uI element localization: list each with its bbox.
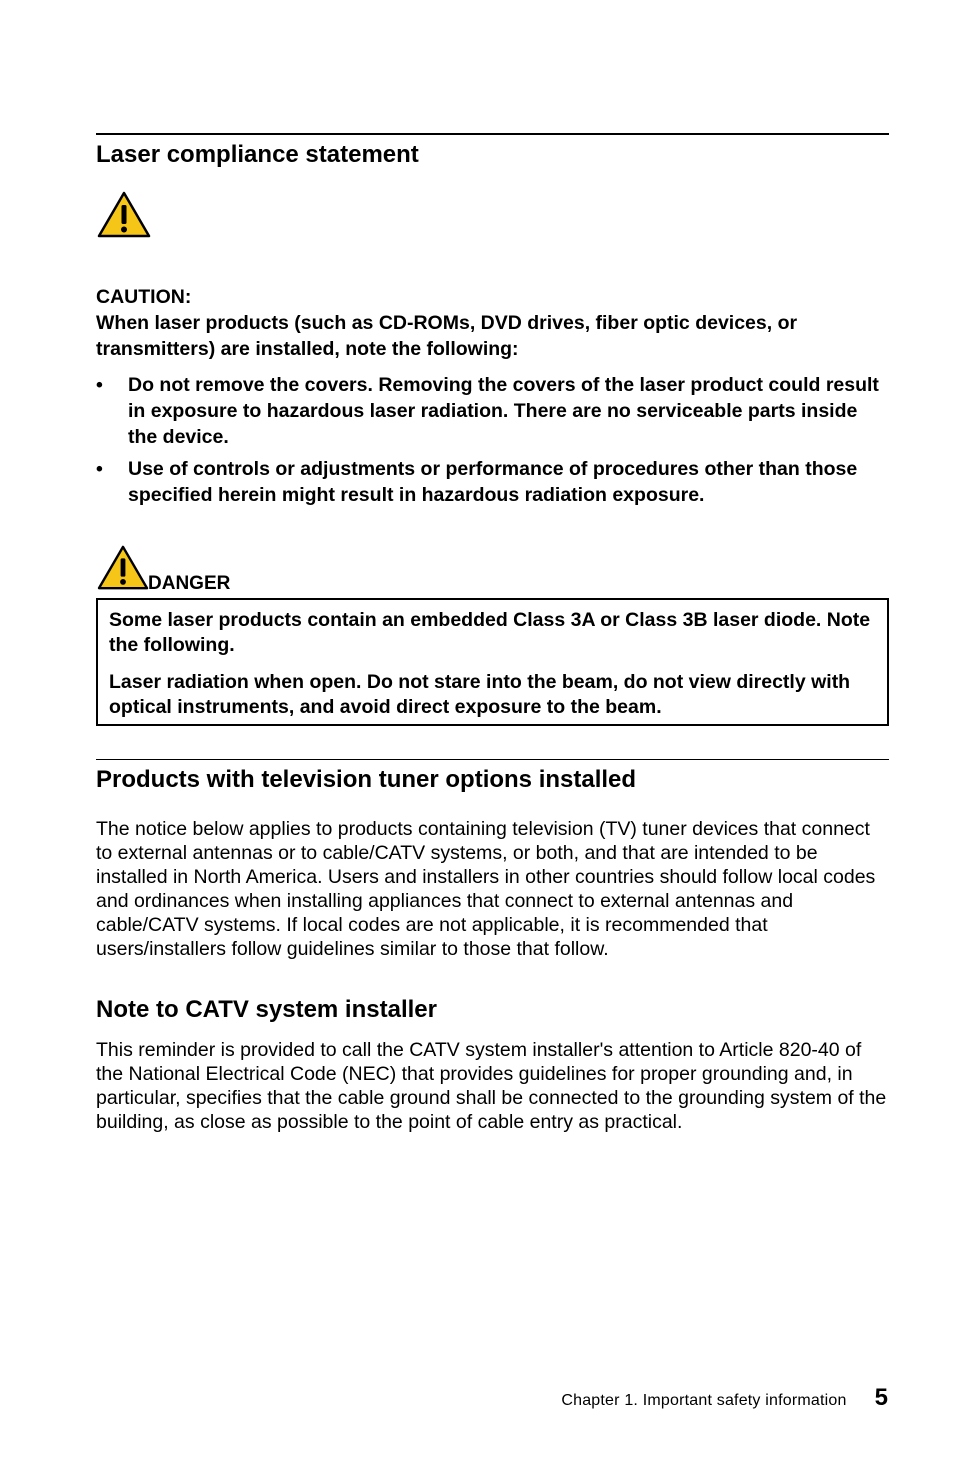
footer-chapter-title: Chapter 1. Important safety information — [561, 1392, 847, 1409]
section-body-tv-tuner: The notice below applies to products containing television (TV) tuner devices that connect to external antennas or to cable/CATV systems, or both, and that are intended to be installed in North America. Users and installers in other countries should follow local codes and ordinances when installing appliances that connect to external antennas and cable/CATV systems. If local codes are not applicable, it is recommended that users/installers follow guidelines similar to those that follow. — [96, 817, 876, 960]
caution-bullet-list — [96, 372, 889, 508]
list-item — [96, 456, 889, 508]
caution-intro: When laser products (such as CD-ROMs, DVD drives, fiber optic devices, or transmitters) are installed, note the following: — [96, 311, 798, 360]
warning-triangle-icon — [96, 544, 150, 592]
caution-label: CAUTION: — [96, 285, 192, 308]
danger-notice-box — [96, 598, 889, 726]
section-title-laser-compliance: Laser compliance statement — [96, 141, 419, 168]
page-footer — [561, 1384, 888, 1412]
section-divider — [96, 759, 889, 760]
danger-label: DANGER — [148, 572, 231, 594]
bullet-icon: • — [96, 457, 103, 480]
section-title-tv-tuner: Products with television tuner options installed — [96, 765, 637, 793]
bullet-icon: • — [96, 373, 103, 396]
page-number: 5 — [874, 1384, 888, 1411]
danger-header — [96, 544, 889, 592]
list-item — [96, 372, 889, 450]
list-item-text: Do not remove the covers. Removing the covers of the laser product could result in exposure to hazardous laser radiation. There are no serviceable parts inside the device. — [128, 373, 879, 448]
danger-paragraph: Some laser products contain an embedded Class 3A or Class 3B laser diode. Note the following. — [109, 608, 871, 656]
section-body-catv-installer: This reminder is provided to call the CATV system installer's attention to Article 820-40 of the National Electrical Code (NEC) that provides guidelines for proper grounding and, in particular, specifies that the cable ground shall be connected to the grounding system of the building, as close as possible to the point of cable entry as practical. — [96, 1039, 887, 1134]
warning-triangle-icon — [96, 190, 152, 240]
danger-paragraph: Laser radiation when open. Do not stare into the beam, do not view directly with optical instruments, and avoid direct exposure to the beam. — [109, 670, 851, 718]
list-item-text: Use of controls or adjustments or performance of procedures other than those specified herein might result in hazardous radiation exposure. — [128, 457, 858, 506]
section-divider — [96, 133, 889, 135]
section-title-catv-installer: Note to CATV system installer — [96, 995, 437, 1023]
page-content — [96, 133, 889, 1134]
